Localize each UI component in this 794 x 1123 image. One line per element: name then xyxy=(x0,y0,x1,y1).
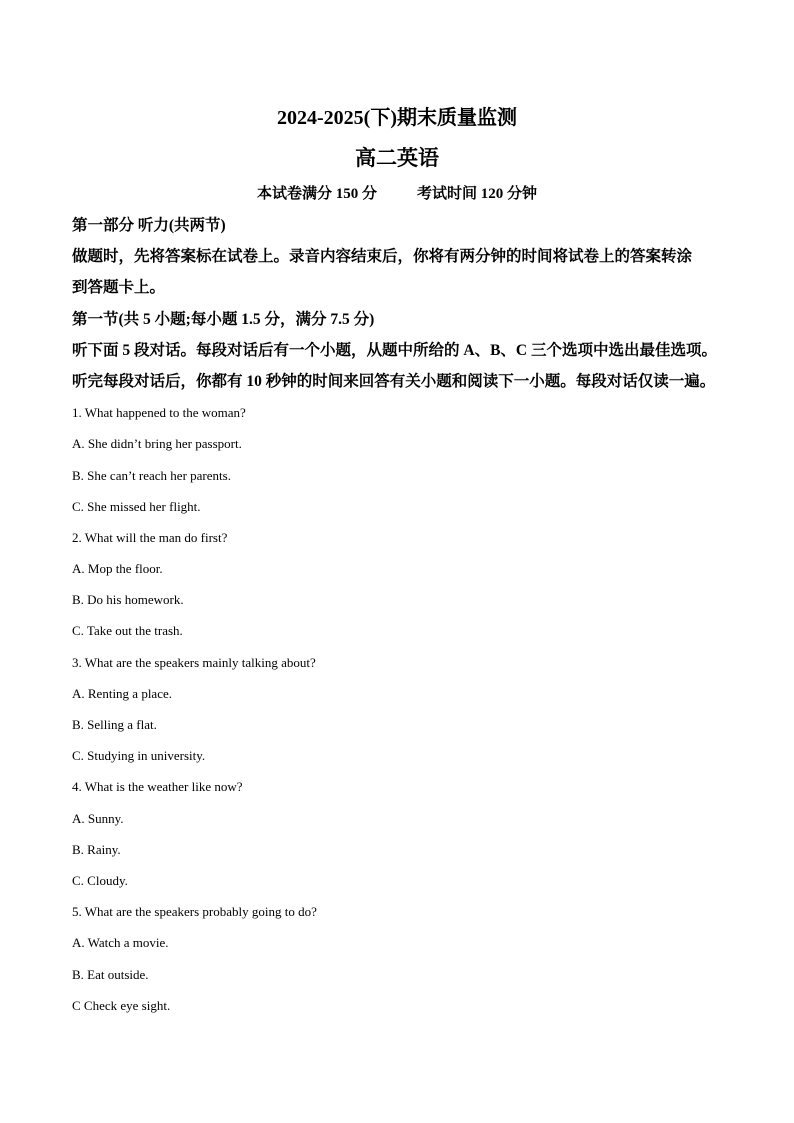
option-a: A. Renting a place. xyxy=(72,685,172,701)
question-stem: 3. What are the speakers mainly talking about? xyxy=(72,654,316,670)
question-stem: 1. What happened to the woman? xyxy=(72,405,246,421)
option-a: A. Sunny. xyxy=(72,810,124,826)
time-info: 考试时间 120 分钟 xyxy=(417,186,538,202)
exam-info-row xyxy=(0,184,794,204)
option-c: C. Cloudy. xyxy=(72,872,128,888)
option-b: B. Selling a flat. xyxy=(72,717,157,732)
exam-title: 2024-2025(下)期末质量监测 xyxy=(277,107,517,129)
option-c: C. She missed her flight. xyxy=(72,498,201,514)
exam-body xyxy=(72,210,732,1021)
score-info: 本试卷满分 150 分 xyxy=(256,186,377,202)
option-a: A. Watch a movie. xyxy=(72,935,169,951)
question-3 xyxy=(72,647,732,772)
section-instruction-line: 听下面 5 段对话。每段对话后有一个小题，从题中所给的 A、B、C 三个选项中选出最佳选项。 xyxy=(72,341,717,359)
section-instruction-line: 听完每段对话后，你都有 10 秒钟的时间来回答有关小题和阅读下一小题。每段对话仅读一遍。 xyxy=(72,372,716,390)
option-a: A. She didn’t bring her passport. xyxy=(72,436,242,452)
part-instruction-line: 做题时，先将答案标在试卷上。录音内容结束后，你将有两分钟的时间将试卷上的答案转涂 xyxy=(72,248,693,266)
option-b: B. She can’t reach her parents. xyxy=(72,467,231,483)
question-1 xyxy=(72,397,732,522)
option-b: B. Eat outside. xyxy=(72,966,149,982)
section-heading: 第一节(共 5 小题;每小题 1.5 分，满分 7.5 分) xyxy=(72,310,375,328)
option-b: B. Rainy. xyxy=(72,841,121,857)
part-instruction-line: 到答题卡上。 xyxy=(72,279,166,297)
question-stem: 5. What are the speakers probably going to do? xyxy=(72,904,317,920)
option-c: C. Studying in university. xyxy=(72,748,206,764)
option-c: C Check eye sight. xyxy=(72,997,171,1013)
question-4 xyxy=(72,771,732,896)
question-2 xyxy=(72,522,732,647)
option-a: A. Mop the floor. xyxy=(72,561,163,577)
question-stem: 2. What will the man do first? xyxy=(72,529,228,545)
question-stem: 4. What is the weather like now? xyxy=(72,779,243,795)
question-5 xyxy=(72,896,732,1021)
option-b: B. Do his homework. xyxy=(72,592,184,608)
option-c: C. Take out the trash. xyxy=(72,623,183,639)
part-heading: 第一部分 听力(共两节) xyxy=(72,217,226,234)
subject-title: 高二英语 xyxy=(355,146,439,170)
